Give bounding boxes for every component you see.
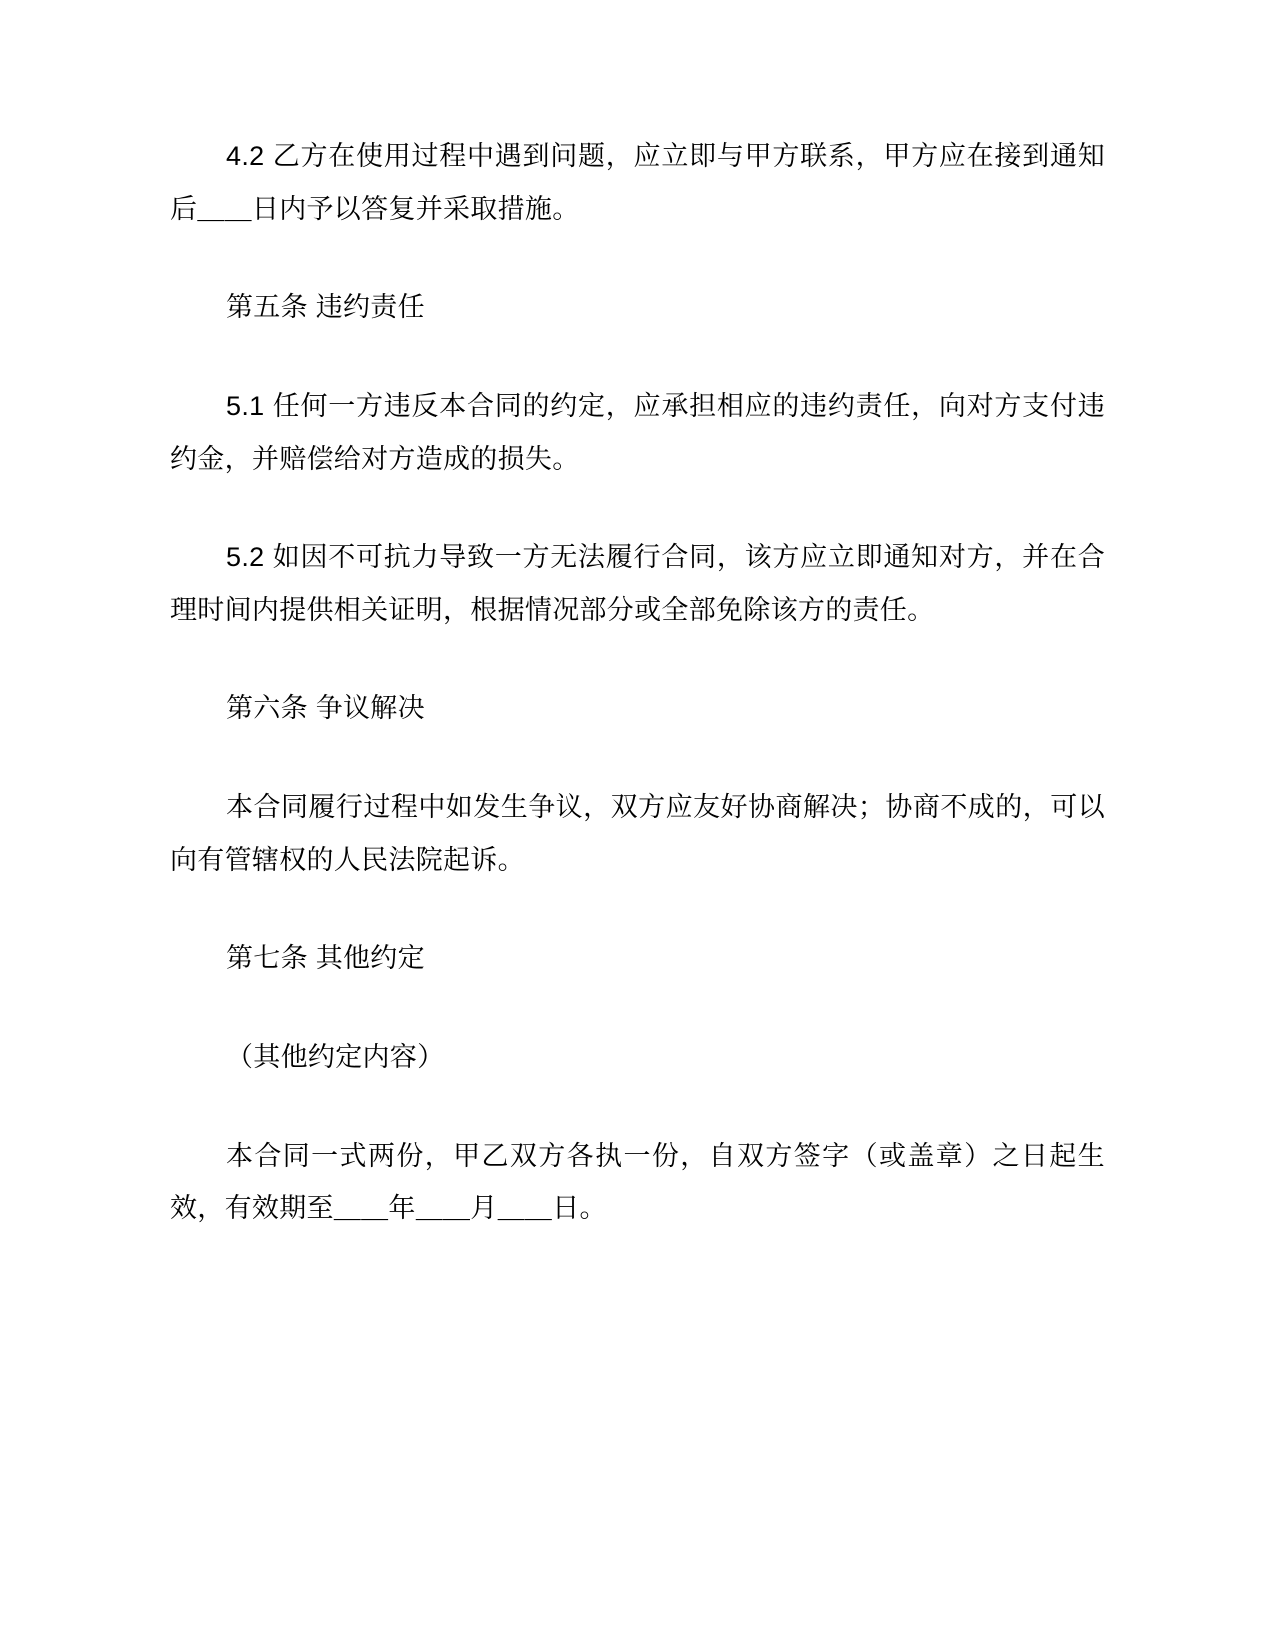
- heading-article-7: 第七条 其他约定: [226, 943, 425, 974]
- paragraph-clause-4-2: 4.2 乙方在使用过程中遇到问题，应立即与甲方联系，甲方应在接到通知后＿＿日内予以答复并采取措施。: [170, 141, 1105, 224]
- paragraph-clause-7-body: （其他约定内容）: [226, 1042, 445, 1073]
- heading-article-5: 第五条 违约责任: [226, 292, 425, 323]
- paragraph-clause-5-1: 5.1 任何一方违反本合同的约定，应承担相应的违约责任，向对方支付违约金，并赔偿给对方造成的损失。: [170, 390, 1105, 474]
- paragraph-clause-6-body: 本合同履行过程中如发生争议，双方应友好协商解决；协商不成的，可以向有管辖权的人民法院起诉。: [170, 792, 1105, 875]
- paragraph-closing: 本合同一式两份，甲乙双方各执一份，自双方签字（或盖章）之日起生效，有效期至＿＿年＿＿月＿＿日。: [170, 1140, 1105, 1224]
- document-body: [170, 130, 1105, 1235]
- paragraph-clause-5-2: 5.2 如因不可抗力导致一方无法履行合同，该方应立即通知对方，并在合理时间内提供相关证明，根据情况部分或全部免除该方的责任。: [170, 542, 1105, 625]
- heading-article-6: 第六条 争议解决: [226, 693, 425, 724]
